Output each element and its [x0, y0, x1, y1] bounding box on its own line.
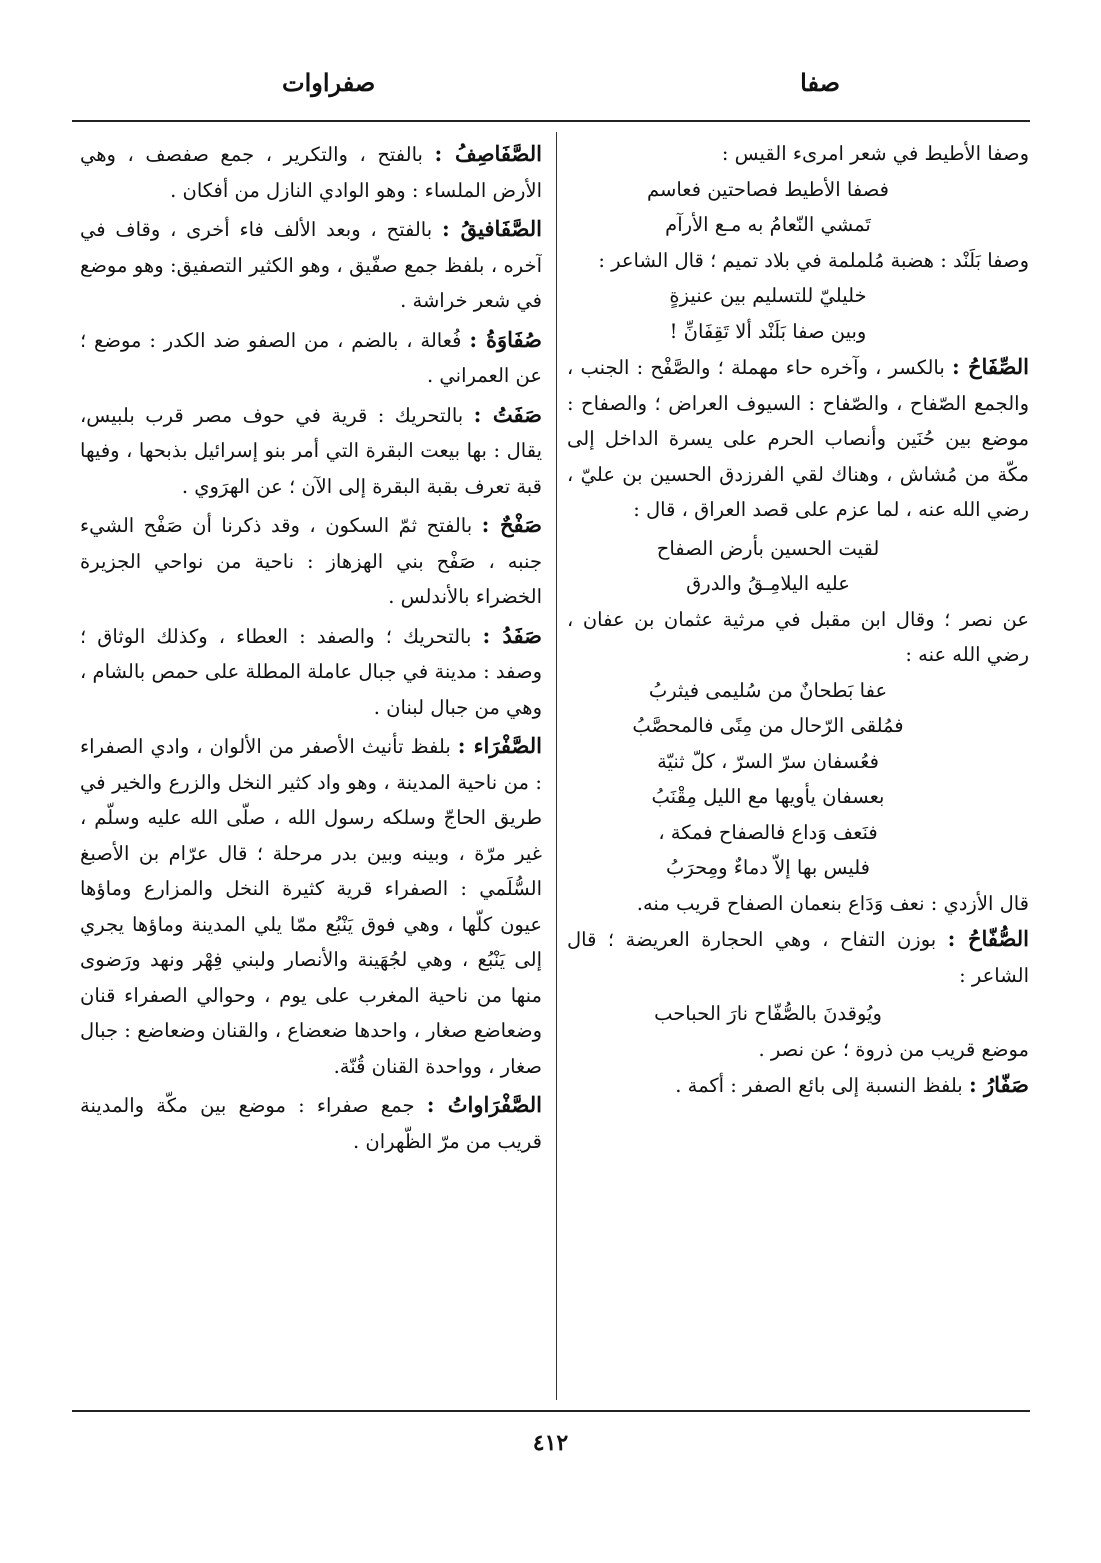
- entry-text: فُعالة ، بالضم ، من الصفو ضد الكدر : موضع ؛ عن العمراني .: [80, 328, 542, 387]
- verse-line: تَمشي النّعامُ به مـع الأرآم: [665, 213, 871, 236]
- entry-text: بالفتح ، والتكرير ، جمع صفصف ، وهي الأرض الملساء : وهو الوادي النازل من أفكان .: [80, 143, 542, 202]
- entry-text: بالفتح ، وبعد الألف فاء أخرى ، وقاف في آخره ، بلفظ جمع صفّيق ، وهو الكثير التصفيق: وهو موضع في شعر خراشة .: [80, 218, 542, 312]
- verse-line: عليه اليلامِـقُ والدرق: [686, 572, 850, 595]
- entry-headword: الصَّفَاصِفُ :: [434, 141, 542, 166]
- dictionary-entry: [567, 349, 1029, 528]
- dictionary-entry: [80, 1087, 542, 1159]
- entry-text: بلفظ النسبة إلى بائع الصفر : أكمة .: [675, 1074, 963, 1097]
- entry-text: بالتحريك : قرية في حوف مصر قرب بلبيس، يقال : بها بيعت البقرة التي أمر بنو إسرائيل بذبحها ، وفيها قبة تعرف بقبة البقرة إلى الآن ؛ عن الهرَوي .: [80, 403, 542, 498]
- paragraph: قال الأزدي : نعف وَدَاع بنعمان الصفاح قريب منه.: [636, 891, 1029, 915]
- entry-headword: الصَّفْرَاواتُ :: [426, 1092, 542, 1117]
- entry-headword: صُفَاوَةُ :: [469, 326, 542, 352]
- dictionary-entry: [80, 728, 542, 1084]
- entry-headword: صَفّارُ :: [968, 1072, 1029, 1097]
- header-last-entry-word: صفراوات: [282, 68, 376, 97]
- entry-headword: الصُّفّاحُ :: [947, 926, 1029, 951]
- entry-headword: صَفَدُ :: [482, 622, 542, 648]
- column-separator: [556, 132, 557, 1400]
- entry-headword: الصَّفْرَاء :: [457, 733, 542, 758]
- verse-line: فنَعف وَداع فالصفاح فمكة ،: [658, 820, 878, 844]
- dictionary-entry: [80, 136, 542, 208]
- verse-line: خليليّ للتسليم بين عنيزةٍ: [669, 284, 867, 307]
- verse-line: ويُوقدنَ بالصُّفّاح نارَ الحباحب: [654, 1002, 882, 1025]
- page-number: ٤١٢: [532, 1430, 569, 1456]
- entry-text: بالفتح ثمّ السكون ، وقد ذكرنا أن صَفْح الشيء جنبه ، صَفْح بني الهزهاز : ناحية من نواحي الجزيرة الخضراء بالأندلس .: [80, 514, 542, 608]
- dictionary-entry: [80, 397, 542, 505]
- verse-line: فليس بها إلاّ دماءٌ ومِحرَبُ: [665, 856, 871, 879]
- dictionary-entry: [80, 507, 542, 615]
- page-header: [72, 68, 1030, 108]
- footer-rule: [72, 1410, 1030, 1412]
- dictionary-entry: [567, 1067, 1029, 1104]
- entry-text: بلفظ تأنيث الأصفر من الألوان ، وادي الصفراء : من ناحية المدينة ، وهو واد كثير النخل والزرع والخير في طريق الحاجّ وسلكه رسول الله ، صلّى الله عليه وسلّم ، غير مرّة ، وبينه وبين بدر مرحلة ؛ قال عرّام بن الأصبغ السُّلَمي : الصفراء قرية كثيرة النخل والمزارع وماؤها عيون كلّها ، وهي فوق يَنْبُع ممّا يلي المدينة وماؤها يجري إلى يَنْبُع ، وهي لجُهَينة والأنصار ولبني فِهْر ونهد ورَضوى منها من ناحية المغرب على يوم ، وحوالي الصفراء قنان وضعاضع صغار ، واحدها ضعضاع ، والقنان وضعاضع : جبال صغار ، وواحدة القنان قُنّة.: [80, 735, 542, 1078]
- entry-text: بالكسر ، وآخره حاء مهملة ؛ والصَّفْح : الجنب ، والجمع الصّفاح ، والصّفاح : السيوف العراض ؛ والصفاح : موضع بين حُنَين وأنصاب الحرم على يسرة الداخل إلى مكّة من مُشاش ، وهناك لقي الفرزدق الحسين بن عليّ ، رضي الله عنه ، لما عزم على قصد العراق ، قال :: [567, 356, 1029, 521]
- verse-line: بعسفان يأويها مع الليل مِقْنَبُ: [651, 785, 885, 808]
- dictionary-entry: [80, 322, 542, 394]
- header-rule: [72, 120, 1030, 122]
- right-column: [567, 136, 1029, 1398]
- verse-line: فمُلقى الرّحال من مِنًى فالمحصَّبُ: [632, 714, 904, 737]
- entry-text: بالتحريك ؛ والصفد : العطاء ، وكذلك الوثاق ؛ وصفد : مدينة في جبال عاملة المطلة على حمص بالشام ، وهي من جبال لبنان .: [80, 624, 542, 719]
- entry-headword: الصِّفَاحُ :: [951, 354, 1029, 379]
- verse-line: فعُسفان سرّ السرّ ، كلّ ثنيّة: [657, 749, 879, 773]
- dictionary-entry: [567, 921, 1029, 993]
- dictionary-entry: [80, 211, 542, 319]
- verse-line: عفا بَطحانٌ من سُليمى فيثربُ: [648, 678, 888, 702]
- entry-text: جمع صفراء : موضع بين مكّة والمدينة قريب من مرّ الظّهران .: [80, 1094, 542, 1153]
- paragraph: موضع قريب من ذروة ؛ عن نصر .: [758, 1037, 1029, 1061]
- entry-text: بوزن التفاح ، وهي الحجارة العريضة ؛ قال الشاعر :: [567, 928, 1029, 987]
- entry-headword: الصَّفَافيقُ :: [441, 216, 542, 241]
- paragraph: عن نصر ؛ وقال ابن مقبل في مرثية عثمان بن عفان ، رضي الله عنه :: [567, 607, 1029, 666]
- dictionary-entry: [80, 618, 542, 726]
- header-root-word: صفا: [800, 68, 840, 97]
- verse-line: وبين صفا بَلَنْد ألا تَقِفَانِّ !: [669, 319, 867, 343]
- verse-line: لقيت الحسين بأرض الصفاح: [656, 536, 880, 560]
- paragraph: وصفا بَلَنْد : هضبة مُلملمة في بلاد تميم ؛ قال الشاعر :: [598, 248, 1029, 272]
- verse-line: فصفا الأطيط فصاحتين فعاسم: [647, 177, 889, 201]
- paragraph: وصفا الأطيط في شعر امرىء القيس :: [721, 142, 1029, 165]
- entry-headword: صَفْحٌ :: [481, 512, 542, 537]
- entry-headword: صَفَتُ :: [473, 401, 542, 427]
- left-column: [80, 136, 542, 1398]
